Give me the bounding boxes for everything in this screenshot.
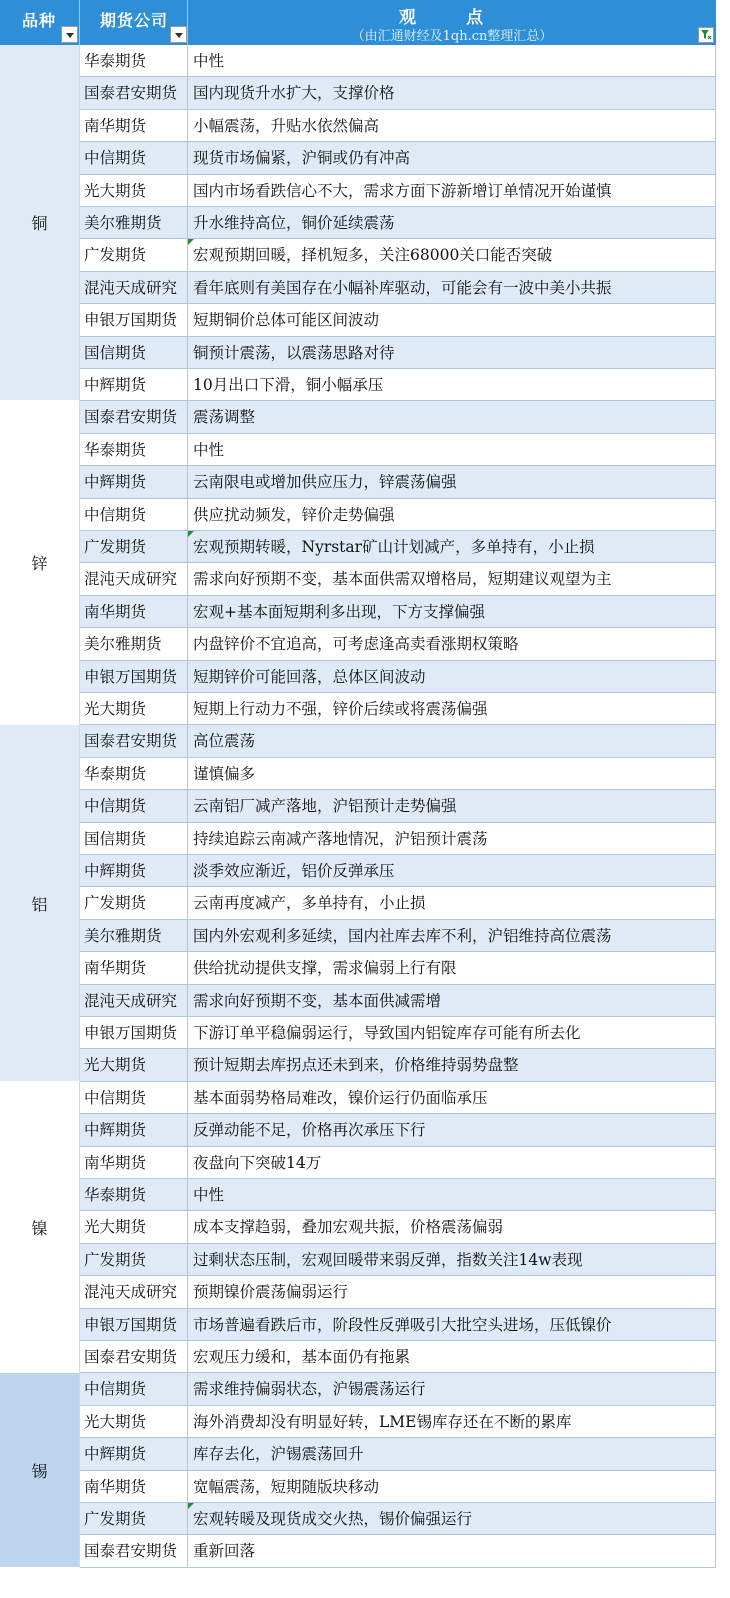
table-row bbox=[80, 985, 716, 1017]
view-cell[interactable]: 市场普遍看跌后市，阶段性反弹吸引大批空头进场，压低镍价 bbox=[188, 1309, 716, 1341]
company-cell[interactable]: 申银万国期货 bbox=[80, 304, 188, 336]
view-cell[interactable]: 宏观转暖及现货成交火热，锡价偏强运行 bbox=[188, 1503, 716, 1535]
variety-cell[interactable]: 锡 bbox=[0, 1373, 80, 1567]
view-cell[interactable]: 内盘锌价不宜追高，可考虑逢高卖看涨期权策略 bbox=[188, 628, 716, 660]
company-cell[interactable]: 广发期货 bbox=[80, 887, 188, 919]
active-filter-icon[interactable] bbox=[698, 27, 714, 43]
view-cell[interactable]: 宽幅震荡，短期随版块移动 bbox=[188, 1471, 716, 1503]
company-cell[interactable]: 国信期货 bbox=[80, 337, 188, 369]
view-cell[interactable]: 持续追踪云南减产落地情况，沪铝预计震荡 bbox=[188, 823, 716, 855]
header-view-subtitle: （由汇通财经及1qh.cn整理汇总） bbox=[351, 29, 553, 44]
table-row bbox=[80, 207, 716, 239]
table-row bbox=[80, 1503, 716, 1535]
table-row bbox=[80, 239, 716, 271]
view-cell[interactable]: 下游订单平稳偏弱运行，导致国内铝锭库存可能有所去化 bbox=[188, 1017, 716, 1049]
view-cell[interactable]: 成本支撑趋弱，叠加宏观共振，价格震荡偏弱 bbox=[188, 1211, 716, 1243]
company-cell[interactable]: 南华期货 bbox=[80, 1471, 188, 1503]
company-cell[interactable]: 混沌天成研究 bbox=[80, 563, 188, 595]
table-row bbox=[80, 401, 716, 433]
table-row bbox=[80, 369, 716, 401]
table-row bbox=[80, 1082, 716, 1114]
view-cell[interactable]: 宏观+基本面短期利多出现，下方支撑偏强 bbox=[188, 596, 716, 628]
table-row bbox=[80, 304, 716, 336]
view-cell[interactable]: 预期镍价震荡偏弱运行 bbox=[188, 1276, 716, 1308]
company-cell[interactable]: 华泰期货 bbox=[80, 45, 188, 77]
company-cell[interactable]: 华泰期货 bbox=[80, 1179, 188, 1211]
view-cell[interactable]: 云南限电或增加供应压力，锌震荡偏强 bbox=[188, 466, 716, 498]
company-cell[interactable]: 国信期货 bbox=[80, 823, 188, 855]
table-row bbox=[80, 142, 716, 174]
company-cell[interactable]: 中信期货 bbox=[80, 142, 188, 174]
company-cell[interactable]: 光大期货 bbox=[80, 1406, 188, 1438]
table-row bbox=[80, 272, 716, 304]
company-cell[interactable]: 美尔雅期货 bbox=[80, 920, 188, 952]
view-cell[interactable]: 基本面弱势格局难改，镍价运行仍面临承压 bbox=[188, 1082, 716, 1114]
company-cell[interactable]: 国泰君安期货 bbox=[80, 401, 188, 433]
view-cell[interactable]: 升水维持高位，铜价延续震荡 bbox=[188, 207, 716, 239]
company-cell[interactable]: 混沌天成研究 bbox=[80, 985, 188, 1017]
company-cell[interactable]: 国泰君安期货 bbox=[80, 77, 188, 109]
table-row bbox=[80, 855, 716, 887]
view-cell[interactable]: 震荡调整 bbox=[188, 401, 716, 433]
header-company-cell bbox=[80, 0, 188, 45]
view-cell[interactable]: 过剩状态压制，宏观回暖带来弱反弹，指数关注14w表现 bbox=[188, 1244, 716, 1276]
table-row bbox=[80, 1471, 716, 1503]
company-cell[interactable]: 混沌天成研究 bbox=[80, 272, 188, 304]
company-cell[interactable]: 南华期货 bbox=[80, 952, 188, 984]
view-cell[interactable]: 中性 bbox=[188, 45, 716, 77]
company-cell[interactable]: 华泰期货 bbox=[80, 434, 188, 466]
table-row bbox=[80, 790, 716, 822]
table-row bbox=[80, 499, 716, 531]
view-cell[interactable]: 宏观压力缓和，基本面仍有拖累 bbox=[188, 1341, 716, 1373]
company-cell[interactable]: 南华期货 bbox=[80, 110, 188, 142]
view-cell[interactable]: 国内外宏观利多延续，国内社库去库不利，沪铝维持高位震荡 bbox=[188, 920, 716, 952]
variety-cell[interactable]: 锌 bbox=[0, 401, 80, 725]
header-view-cell bbox=[188, 0, 716, 45]
view-cell[interactable]: 反弹动能不足，价格再次承压下行 bbox=[188, 1114, 716, 1146]
table-row bbox=[80, 920, 716, 952]
table-row bbox=[80, 77, 716, 109]
view-cell[interactable]: 国内现货升水扩大，支撑价格 bbox=[188, 77, 716, 109]
view-cell[interactable]: 淡季效应渐近，铝价反弹承压 bbox=[188, 855, 716, 887]
company-cell[interactable]: 广发期货 bbox=[80, 1503, 188, 1535]
view-cell[interactable]: 中性 bbox=[188, 434, 716, 466]
view-cell[interactable]: 重新回落 bbox=[188, 1535, 716, 1567]
company-cell[interactable]: 光大期货 bbox=[80, 1211, 188, 1243]
company-cell[interactable]: 中信期货 bbox=[80, 790, 188, 822]
company-cell[interactable]: 中辉期货 bbox=[80, 1438, 188, 1470]
table-row bbox=[80, 1114, 716, 1146]
table-row bbox=[80, 1244, 716, 1276]
table-row bbox=[80, 466, 716, 498]
header-company-label: 期货公司 bbox=[100, 11, 169, 30]
company-cell[interactable]: 光大期货 bbox=[80, 175, 188, 207]
company-cell[interactable]: 国泰君安期货 bbox=[80, 1341, 188, 1373]
company-cell[interactable]: 美尔雅期货 bbox=[80, 628, 188, 660]
company-cell[interactable]: 申银万国期货 bbox=[80, 661, 188, 693]
table-row bbox=[80, 1276, 716, 1308]
view-cell[interactable]: 库存去化，沪锡震荡回升 bbox=[188, 1438, 716, 1470]
company-cell[interactable]: 光大期货 bbox=[80, 693, 188, 725]
company-cell[interactable]: 南华期货 bbox=[80, 1147, 188, 1179]
view-cell[interactable]: 高位震荡 bbox=[188, 725, 716, 757]
table-row bbox=[80, 110, 716, 142]
table-row bbox=[80, 1373, 716, 1405]
view-cell[interactable]: 10月出口下滑，铜小幅承压 bbox=[188, 369, 716, 401]
table-row bbox=[80, 1309, 716, 1341]
table-row bbox=[80, 563, 716, 595]
view-cell[interactable]: 中性 bbox=[188, 1179, 716, 1211]
table-row bbox=[80, 1147, 716, 1179]
header-variety-label: 品种 bbox=[22, 11, 57, 30]
view-cell[interactable]: 海外消费却没有明显好转，LME锡库存还在不断的累库 bbox=[188, 1406, 716, 1438]
view-cell[interactable]: 现货市场偏紧，沪铜或仍有冲高 bbox=[188, 142, 716, 174]
company-filter-dropdown-icon[interactable] bbox=[170, 26, 187, 43]
table-row bbox=[80, 887, 716, 919]
company-cell[interactable]: 中辉期货 bbox=[80, 1114, 188, 1146]
view-cell[interactable]: 短期上行动力不强，锌价后续或将震荡偏强 bbox=[188, 693, 716, 725]
variety-cell[interactable]: 铝 bbox=[0, 725, 80, 1081]
company-cell[interactable]: 华泰期货 bbox=[80, 758, 188, 790]
company-cell[interactable]: 国泰君安期货 bbox=[80, 725, 188, 757]
company-cell[interactable]: 申银万国期货 bbox=[80, 1309, 188, 1341]
view-cell[interactable]: 需求维持偏弱状态，沪锡震荡运行 bbox=[188, 1373, 716, 1405]
header-variety-cell bbox=[0, 0, 80, 45]
table-row bbox=[80, 1049, 716, 1081]
company-cell[interactable]: 广发期货 bbox=[80, 531, 188, 563]
table-row bbox=[80, 661, 716, 693]
table-row bbox=[80, 1406, 716, 1438]
variety-cell[interactable]: 镍 bbox=[0, 1082, 80, 1374]
view-cell[interactable]: 宏观预期转暖，Nyrstar矿山计划减产，多单持有，小止损 bbox=[188, 531, 716, 563]
company-cell[interactable]: 中信期货 bbox=[80, 1373, 188, 1405]
table-row bbox=[80, 175, 716, 207]
company-cell[interactable]: 中信期货 bbox=[80, 1082, 188, 1114]
view-cell[interactable]: 供应扰动频发，锌价走势偏强 bbox=[188, 499, 716, 531]
table-row bbox=[80, 693, 716, 725]
view-cell[interactable]: 预计短期去库拐点还未到来，价格维持弱势盘整 bbox=[188, 1049, 716, 1081]
table-row bbox=[80, 434, 716, 466]
table-row bbox=[80, 758, 716, 790]
view-cell[interactable]: 小幅震荡，升贴水依然偏高 bbox=[188, 110, 716, 142]
view-cell[interactable]: 谨慎偏多 bbox=[188, 758, 716, 790]
view-cell[interactable]: 短期铜价总体可能区间波动 bbox=[188, 304, 716, 336]
variety-cell[interactable]: 铜 bbox=[0, 45, 80, 401]
table-row bbox=[80, 45, 716, 77]
header-view-title: 观 点 bbox=[399, 8, 505, 28]
table-row bbox=[80, 628, 716, 660]
view-cell[interactable]: 短期锌价可能回落，总体区间波动 bbox=[188, 661, 716, 693]
company-cell[interactable]: 广发期货 bbox=[80, 1244, 188, 1276]
view-cell[interactable]: 铜预计震荡，以震荡思路对待 bbox=[188, 337, 716, 369]
table-row bbox=[80, 1438, 716, 1470]
view-cell[interactable]: 需求向好预期不变，基本面供需双增格局，短期建议观望为主 bbox=[188, 563, 716, 595]
view-cell[interactable]: 需求向好预期不变，基本面供减需增 bbox=[188, 985, 716, 1017]
table-row bbox=[80, 725, 716, 757]
table-row bbox=[80, 1179, 716, 1211]
table-row bbox=[80, 1211, 716, 1243]
company-cell[interactable]: 光大期货 bbox=[80, 1049, 188, 1081]
view-cell[interactable]: 国内市场看跌信心不大，需求方面下游新增订单情况开始谨慎 bbox=[188, 175, 716, 207]
table-row bbox=[80, 596, 716, 628]
right-margin bbox=[716, 45, 730, 1598]
company-cell[interactable]: 广发期货 bbox=[80, 239, 188, 271]
view-cell[interactable]: 看年底则有美国存在小幅补库驱动，可能会有一波中美小共振 bbox=[188, 272, 716, 304]
company-cell[interactable]: 中信期货 bbox=[80, 499, 188, 531]
table-row bbox=[80, 952, 716, 984]
table-row bbox=[80, 531, 716, 563]
company-cell[interactable]: 中辉期货 bbox=[80, 855, 188, 887]
company-cell[interactable]: 国泰君安期货 bbox=[80, 1535, 188, 1567]
company-cell[interactable]: 混沌天成研究 bbox=[80, 1276, 188, 1308]
company-cell[interactable]: 中辉期货 bbox=[80, 369, 188, 401]
view-cell[interactable]: 宏观预期回暖，择机短多，关注68000关口能否突破 bbox=[188, 239, 716, 271]
table-row bbox=[80, 1017, 716, 1049]
company-cell[interactable]: 美尔雅期货 bbox=[80, 207, 188, 239]
table-row bbox=[80, 337, 716, 369]
variety-filter-dropdown-icon[interactable] bbox=[61, 26, 78, 43]
table-row bbox=[80, 1535, 716, 1567]
view-cell[interactable]: 供给扰动提供支撑，需求偏弱上行有限 bbox=[188, 952, 716, 984]
header-right-blank bbox=[716, 0, 730, 45]
view-cell[interactable]: 夜盘向下突破14万 bbox=[188, 1147, 716, 1179]
table-row bbox=[80, 823, 716, 855]
view-cell[interactable]: 云南铝厂减产落地，沪铝预计走势偏强 bbox=[188, 790, 716, 822]
company-cell[interactable]: 中辉期货 bbox=[80, 466, 188, 498]
table-row bbox=[80, 1341, 716, 1373]
view-cell[interactable]: 云南再度减产，多单持有，小止损 bbox=[188, 887, 716, 919]
company-cell[interactable]: 申银万国期货 bbox=[80, 1017, 188, 1049]
company-cell[interactable]: 南华期货 bbox=[80, 596, 188, 628]
